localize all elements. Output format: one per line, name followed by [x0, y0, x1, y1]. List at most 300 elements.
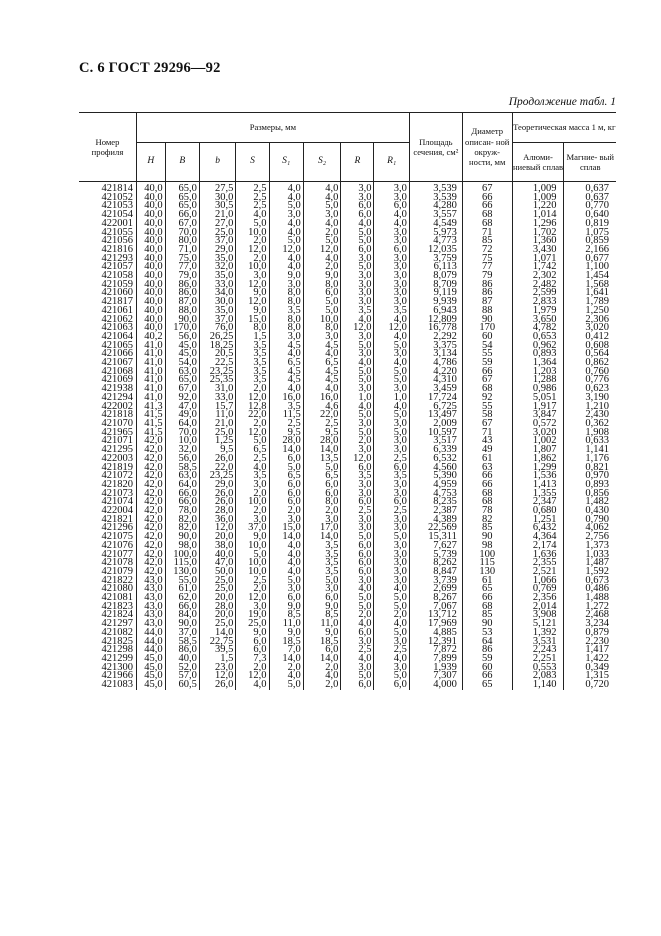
area-cell: 4,773 — [409, 237, 462, 246]
B-cell: 90,0 — [165, 620, 199, 629]
aluminum-mass-cell: 1,807 — [512, 446, 564, 455]
b-cell: 25,35 — [199, 376, 235, 385]
area-cell: 6,943 — [409, 307, 462, 316]
S1-cell: 4,0 — [269, 568, 303, 577]
R1-cell: 5,0 — [374, 376, 409, 385]
R1-cell: 3,5 — [374, 307, 409, 316]
H-cell: 43,0 — [136, 585, 165, 594]
S2-cell: 28,0 — [303, 437, 341, 446]
R-cell: 4,0 — [341, 585, 374, 594]
profile-number-cell: 421825 — [101, 635, 133, 647]
R1-cell: 12,0 — [374, 324, 409, 333]
magnesium-mass-cell: 1,592 — [564, 568, 616, 577]
S-cell: 9,0 — [236, 533, 269, 542]
S-cell: 4,0 — [236, 211, 269, 220]
R-cell: 3,0 — [341, 638, 374, 647]
R1-cell: 2,5 — [374, 507, 409, 516]
b-cell: 22,75 — [199, 638, 235, 647]
header-profile-number: Номер профиля — [79, 113, 136, 182]
B-cell: 52,0 — [165, 664, 199, 673]
aluminum-mass-cell: 1,296 — [512, 220, 564, 229]
R1-cell: 4,0 — [374, 585, 409, 594]
B-cell: 66,0 — [165, 498, 199, 507]
aluminum-mass-cell: 1,702 — [512, 229, 564, 238]
S1-cell: 4,0 — [269, 229, 303, 238]
area-cell: 5,739 — [409, 551, 462, 560]
R-cell: 2,0 — [341, 611, 374, 620]
diameter-cell: 67 — [462, 376, 512, 385]
area-cell: 2,292 — [409, 333, 462, 342]
S1-cell: 4,0 — [269, 559, 303, 568]
S1-cell: 4,0 — [269, 263, 303, 272]
H-cell: 41,0 — [136, 342, 165, 351]
B-cell: 67,0 — [165, 385, 199, 394]
S-cell: 25,0 — [236, 620, 269, 629]
S-cell: 4,0 — [236, 681, 269, 690]
profile-number-cell: 421297 — [101, 618, 133, 630]
H-cell: 42,0 — [136, 472, 165, 481]
R-cell: 2,5 — [341, 646, 374, 655]
diameter-cell: 92 — [462, 394, 512, 403]
aluminum-mass-cell: 0,962 — [512, 342, 564, 351]
S2-cell: 14,0 — [303, 533, 341, 542]
magnesium-mass-cell: 1,250 — [564, 307, 616, 316]
R1-cell: 3,0 — [374, 350, 409, 359]
S2-cell: 9,0 — [303, 272, 341, 281]
b-cell: 26,0 — [199, 681, 235, 690]
H-cell: 40,0 — [136, 289, 165, 298]
R-cell: 5,0 — [341, 429, 374, 438]
S-cell: 3,5 — [236, 472, 269, 481]
S2-cell: 8,0 — [303, 281, 341, 290]
diameter-cell: 79 — [462, 272, 512, 281]
diameter-cell: 66 — [462, 202, 512, 211]
page-header: С. 6 ГОСТ 29296—92 — [79, 60, 221, 76]
S1-cell: 4,0 — [269, 194, 303, 203]
S2-cell: 8,0 — [303, 498, 341, 507]
area-cell: 8,709 — [409, 281, 462, 290]
R-cell: 5,0 — [341, 376, 374, 385]
magnesium-mass-cell: 4,062 — [564, 524, 616, 533]
aluminum-mass-cell: 1,636 — [512, 551, 564, 560]
H-cell: 40,0 — [136, 272, 165, 281]
S1-cell: 5,0 — [269, 681, 303, 690]
R-cell: 4,0 — [341, 655, 374, 664]
S-cell: 2,0 — [236, 420, 269, 429]
aluminum-mass-cell: 0,769 — [512, 585, 564, 594]
diameter-cell: 66 — [462, 594, 512, 603]
profile-number-cell: 421056 — [101, 235, 133, 247]
R-cell: 3,0 — [341, 446, 374, 455]
R-cell: 3,0 — [341, 182, 374, 194]
magnesium-mass-cell: 0,862 — [564, 359, 616, 368]
area-cell: 3,739 — [409, 577, 462, 586]
area-cell: 3,134 — [409, 350, 462, 359]
S-cell: 19,0 — [236, 611, 269, 620]
R-cell: 6,0 — [341, 498, 374, 507]
S-cell: 2,0 — [236, 664, 269, 673]
B-cell: 75,0 — [165, 255, 199, 264]
S2-cell: 5,0 — [303, 307, 341, 316]
R-cell: 3,0 — [341, 385, 374, 394]
H-cell: 42,0 — [136, 498, 165, 507]
H-cell: 45,0 — [136, 672, 165, 681]
R-cell: 6,0 — [341, 211, 374, 220]
area-cell: 4,280 — [409, 202, 462, 211]
S-cell: 3,5 — [236, 342, 269, 351]
S1-cell: 8,0 — [269, 316, 303, 325]
B-cell: 32,0 — [165, 446, 199, 455]
aluminum-mass-cell: 1,009 — [512, 182, 564, 194]
b-cell: 27,5 — [199, 182, 235, 194]
diameter-cell: 85 — [462, 524, 512, 533]
profile-number-cell: 421052 — [101, 191, 133, 203]
S2-cell: 14,0 — [303, 446, 341, 455]
b-cell: 23,25 — [199, 368, 235, 377]
profile-number-cell: 421075 — [101, 531, 133, 543]
b-cell: 31,0 — [199, 385, 235, 394]
b-cell: 1,25 — [199, 437, 235, 446]
aluminum-mass-cell: 2,355 — [512, 559, 564, 568]
area-cell: 4,560 — [409, 464, 462, 473]
R1-cell: 3,0 — [374, 568, 409, 577]
B-cell: 40,0 — [165, 655, 199, 664]
R-cell: 5,0 — [341, 368, 374, 377]
profile-number-cell: 421822 — [101, 574, 133, 586]
profile-number-cell: 421817 — [101, 296, 133, 308]
diameter-cell: 72 — [462, 246, 512, 255]
area-cell: 2,699 — [409, 585, 462, 594]
diameter-cell: 60 — [462, 333, 512, 342]
S-cell: 5,0 — [236, 551, 269, 560]
profile-number-cell: 421821 — [101, 513, 133, 525]
S1-cell: 8,0 — [269, 298, 303, 307]
H-cell: 40,0 — [136, 229, 165, 238]
R-cell: 3,0 — [341, 281, 374, 290]
diameter-cell: 66 — [462, 672, 512, 681]
b-cell: 37,0 — [199, 237, 235, 246]
S2-cell: 2,0 — [303, 664, 341, 673]
R1-cell: 6,0 — [374, 464, 409, 473]
area-cell: 9,939 — [409, 298, 462, 307]
b-cell: 30,5 — [199, 202, 235, 211]
S2-cell: 4,0 — [303, 194, 341, 203]
profiles-table — [79, 112, 616, 690]
R1-cell: 5,0 — [374, 411, 409, 420]
aluminum-mass-cell: 3,430 — [512, 246, 564, 255]
B-cell: 170,0 — [165, 324, 199, 333]
R-cell: 3,0 — [341, 481, 374, 490]
R1-cell: 4,0 — [374, 316, 409, 325]
H-cell: 41,0 — [136, 394, 165, 403]
b-cell: 33,0 — [199, 394, 235, 403]
R1-cell: 3,0 — [374, 263, 409, 272]
area-cell: 5,390 — [409, 472, 462, 481]
S1-cell: 5,0 — [269, 577, 303, 586]
b-cell: 47,0 — [199, 559, 235, 568]
magnesium-mass-cell: 1,315 — [564, 672, 616, 681]
R-cell: 5,0 — [341, 237, 374, 246]
R-cell: 6,0 — [341, 551, 374, 560]
b-cell: 11,0 — [199, 411, 235, 420]
S-cell: 10,0 — [236, 559, 269, 568]
S2-cell: 6,0 — [303, 481, 341, 490]
B-cell: 67,0 — [165, 220, 199, 229]
B-cell: 63,0 — [165, 368, 199, 377]
aluminum-mass-cell: 2,251 — [512, 655, 564, 664]
header-S2: S₂ — [303, 143, 341, 182]
H-cell: 43,0 — [136, 603, 165, 612]
magnesium-mass-cell: 0,430 — [564, 507, 616, 516]
area-cell: 4,220 — [409, 368, 462, 377]
H-cell: 42,0 — [136, 524, 165, 533]
diameter-cell: 100 — [462, 551, 512, 560]
S-cell: 3,0 — [236, 481, 269, 490]
b-cell: 39,5 — [199, 646, 235, 655]
S1-cell: 6,0 — [269, 498, 303, 507]
area-cell: 6,339 — [409, 446, 462, 455]
profile-number-cell: 421061 — [101, 304, 133, 316]
S-cell: 12,0 — [236, 429, 269, 438]
area-cell: 3,539 — [409, 182, 462, 194]
magnesium-mass-cell: 2,756 — [564, 533, 616, 542]
b-cell: 21,0 — [199, 420, 235, 429]
area-cell: 7,872 — [409, 646, 462, 655]
aluminum-mass-cell: 2,302 — [512, 272, 564, 281]
R-cell: 3,0 — [341, 490, 374, 499]
S-cell: 3,5 — [236, 368, 269, 377]
B-cell: 65,0 — [165, 194, 199, 203]
R-cell: 1,0 — [341, 394, 374, 403]
aluminum-mass-cell: 1,917 — [512, 403, 564, 412]
R-cell: 6,0 — [341, 202, 374, 211]
magnesium-mass-cell: 1,272 — [564, 603, 616, 612]
S2-cell: 4,5 — [303, 342, 341, 351]
magnesium-mass-cell: 0,776 — [564, 376, 616, 385]
R1-cell: 3,0 — [374, 664, 409, 673]
area-cell: 10,597 — [409, 429, 462, 438]
header-aluminum-alloy: Алюми- ниевый сплав — [512, 143, 564, 182]
S2-cell: 3,0 — [303, 585, 341, 594]
diameter-cell: 71 — [462, 429, 512, 438]
H-cell: 40,0 — [136, 194, 165, 203]
S1-cell: 14,0 — [269, 655, 303, 664]
S-cell: 2,5 — [236, 577, 269, 586]
R-cell: 3,0 — [341, 298, 374, 307]
aluminum-mass-cell: 0,680 — [512, 507, 564, 516]
profile-number-cell: 421295 — [101, 444, 133, 456]
header-area: Площадь сечения, см² — [409, 113, 462, 182]
profile-number-cell: 421065 — [101, 339, 133, 351]
profile-number-cell: 421966 — [101, 670, 133, 682]
b-cell: 29,0 — [199, 481, 235, 490]
S2-cell: 10,0 — [303, 316, 341, 325]
B-cell: 90,0 — [165, 533, 199, 542]
magnesium-mass-cell: 0,412 — [564, 333, 616, 342]
aluminum-mass-cell: 2,521 — [512, 568, 564, 577]
B-cell: 77,0 — [165, 263, 199, 272]
S2-cell: 18,5 — [303, 638, 341, 647]
header-dimensions: Размеры, мм — [136, 113, 409, 143]
S2-cell: 6,0 — [303, 594, 341, 603]
H-cell: 40,0 — [136, 220, 165, 229]
magnesium-mass-cell: 0,893 — [564, 481, 616, 490]
b-cell: 38,0 — [199, 542, 235, 551]
diameter-cell: 60 — [462, 664, 512, 673]
aluminum-mass-cell: 1,862 — [512, 455, 564, 464]
diameter-cell: 66 — [462, 194, 512, 203]
aluminum-mass-cell: 5,121 — [512, 620, 564, 629]
H-cell: 41,0 — [136, 385, 165, 394]
H-cell: 41,0 — [136, 359, 165, 368]
b-cell: 18,25 — [199, 342, 235, 351]
area-cell: 7,067 — [409, 603, 462, 612]
profile-number-cell: 421299 — [101, 652, 133, 664]
S2-cell: 9,0 — [303, 629, 341, 638]
S1-cell: 4,5 — [269, 368, 303, 377]
B-cell: 57,0 — [165, 672, 199, 681]
diameter-cell: 66 — [462, 481, 512, 490]
S2-cell: 6,5 — [303, 472, 341, 481]
magnesium-mass-cell: 0,362 — [564, 420, 616, 429]
S2-cell: 3,0 — [303, 333, 341, 342]
diameter-cell: 90 — [462, 316, 512, 325]
S2-cell: 3,0 — [303, 516, 341, 525]
R-cell: 3,0 — [341, 524, 374, 533]
S-cell: 3,5 — [236, 376, 269, 385]
magnesium-mass-cell: 3,190 — [564, 394, 616, 403]
diameter-cell: 66 — [462, 472, 512, 481]
S1-cell: 2,0 — [269, 664, 303, 673]
b-cell: 20,0 — [199, 533, 235, 542]
area-cell: 2,009 — [409, 420, 462, 429]
S-cell: 9,0 — [236, 289, 269, 298]
S-cell: 5,0 — [236, 220, 269, 229]
S1-cell: 4,0 — [269, 220, 303, 229]
area-cell: 8,262 — [409, 559, 462, 568]
S1-cell: 6,0 — [269, 490, 303, 499]
diameter-cell: 68 — [462, 498, 512, 507]
profile-number-cell: 421296 — [101, 522, 133, 534]
area-cell: 4,753 — [409, 490, 462, 499]
S2-cell: 17,0 — [303, 524, 341, 533]
R-cell: 3,5 — [341, 472, 374, 481]
S1-cell: 3,0 — [269, 516, 303, 525]
R-cell: 6,0 — [341, 629, 374, 638]
S1-cell: 3,5 — [269, 307, 303, 316]
profile-number-cell: 421067 — [101, 357, 133, 369]
B-cell: 37,0 — [165, 629, 199, 638]
diameter-cell: 64 — [462, 638, 512, 647]
area-cell: 1,939 — [409, 664, 462, 673]
S2-cell: 12,0 — [303, 246, 341, 255]
S-cell: 12,8 — [236, 403, 269, 412]
b-cell: 23,0 — [199, 664, 235, 673]
S-cell: 2,5 — [236, 202, 269, 211]
B-cell: 62,0 — [165, 594, 199, 603]
b-cell: 28,0 — [199, 603, 235, 612]
aluminum-mass-cell: 1,220 — [512, 202, 564, 211]
b-cell: 25,0 — [199, 577, 235, 586]
S1-cell: 6,0 — [269, 594, 303, 603]
R1-cell: 5,0 — [374, 429, 409, 438]
aluminum-mass-cell: 2,599 — [512, 289, 564, 298]
S2-cell: 3,0 — [303, 211, 341, 220]
profile-number-cell: 421814 — [101, 183, 133, 194]
S-cell: 2,0 — [236, 490, 269, 499]
S1-cell: 4,0 — [269, 672, 303, 681]
S2-cell: 3,5 — [303, 542, 341, 551]
H-cell: 41,5 — [136, 411, 165, 420]
H-cell: 40,0 — [136, 307, 165, 316]
aluminum-mass-cell: 0,653 — [512, 333, 564, 342]
B-cell: 82,0 — [165, 516, 199, 525]
B-cell: 86,0 — [165, 289, 199, 298]
profile-number-cell: 421823 — [101, 600, 133, 612]
H-cell: 41,5 — [136, 429, 165, 438]
R1-cell: 3,0 — [374, 298, 409, 307]
area-cell: 4,549 — [409, 220, 462, 229]
S2-cell: 8,5 — [303, 611, 341, 620]
S2-cell: 6,0 — [303, 490, 341, 499]
aluminum-mass-cell: 1,364 — [512, 359, 564, 368]
aluminum-mass-cell: 0,553 — [512, 664, 564, 673]
B-cell: 70,0 — [165, 229, 199, 238]
diameter-cell: 90 — [462, 533, 512, 542]
diameter-cell: 66 — [462, 368, 512, 377]
S2-cell: 4,5 — [303, 368, 341, 377]
header-magnesium-alloy: Магние- вый сплав — [564, 143, 616, 182]
profile-number-cell: 422004 — [101, 505, 133, 517]
aluminum-mass-cell: 1,203 — [512, 368, 564, 377]
diameter-cell: 68 — [462, 603, 512, 612]
area-cell: 3,557 — [409, 211, 462, 220]
S1-cell: 12,0 — [269, 246, 303, 255]
profile-number-cell: 421059 — [101, 278, 133, 290]
R1-cell: 5,0 — [374, 368, 409, 377]
S2-cell: 4,0 — [303, 220, 341, 229]
magnesium-mass-cell: 0,637 — [564, 182, 616, 194]
S2-cell: 5,0 — [303, 202, 341, 211]
S2-cell: 2,0 — [303, 507, 341, 516]
R1-cell: 4,0 — [374, 359, 409, 368]
B-cell: 82,0 — [165, 524, 199, 533]
S2-cell: 2,5 — [303, 420, 341, 429]
area-cell: 13,712 — [409, 611, 462, 620]
area-cell: 16,778 — [409, 324, 462, 333]
B-cell: 78,0 — [165, 507, 199, 516]
S1-cell: 9,0 — [269, 272, 303, 281]
magnesium-mass-cell: 1,100 — [564, 263, 616, 272]
area-cell: 3,759 — [409, 255, 462, 264]
S1-cell: 6,0 — [269, 481, 303, 490]
diameter-cell: 65 — [462, 585, 512, 594]
R1-cell: 5,0 — [374, 533, 409, 542]
area-cell: 4,000 — [409, 681, 462, 690]
R-cell: 3,0 — [341, 289, 374, 298]
R-cell: 6,0 — [341, 559, 374, 568]
B-cell: 56,0 — [165, 333, 199, 342]
B-cell: 70,0 — [165, 429, 199, 438]
diameter-cell: 90 — [462, 620, 512, 629]
B-cell: 10,0 — [165, 437, 199, 446]
b-cell: 25,0 — [199, 620, 235, 629]
B-cell: 87,0 — [165, 298, 199, 307]
S-cell: 3,0 — [236, 603, 269, 612]
R-cell: 4,0 — [341, 359, 374, 368]
aluminum-mass-cell: 2,347 — [512, 498, 564, 507]
magnesium-mass-cell: 1,075 — [564, 229, 616, 238]
